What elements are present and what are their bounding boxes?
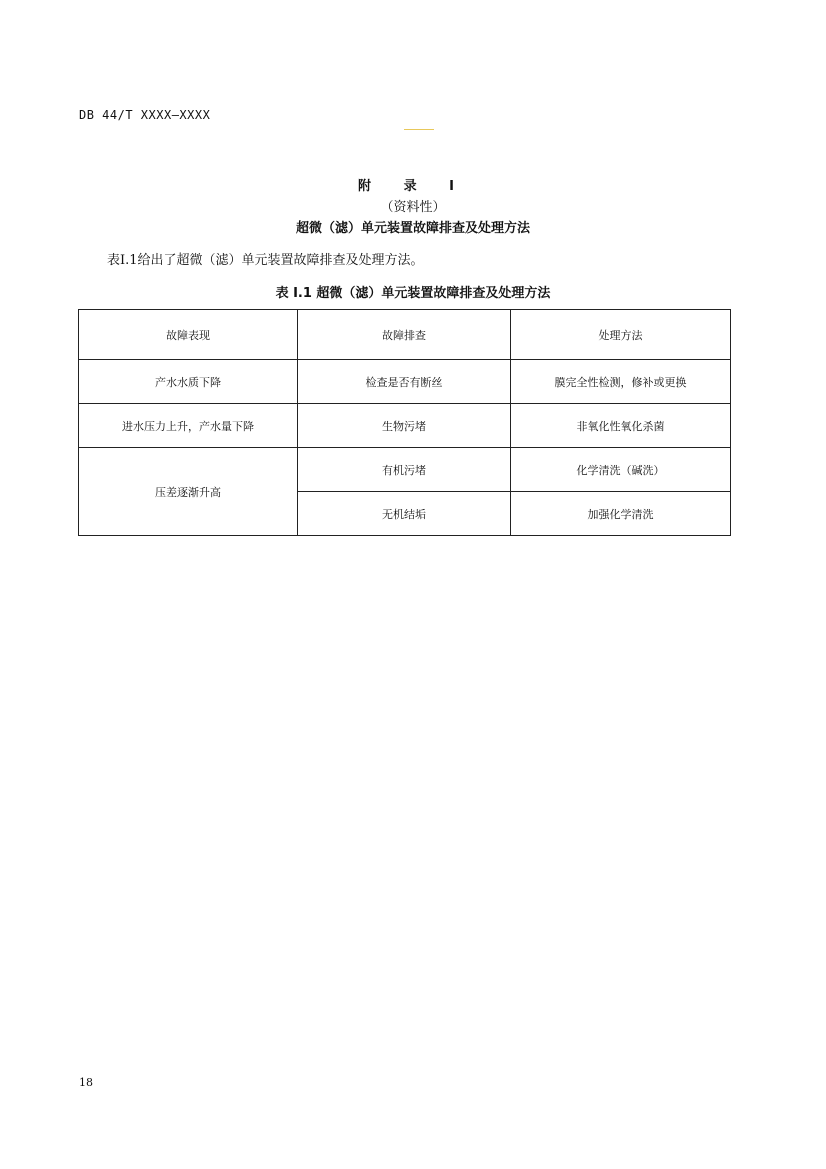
standard-code: DB 44/T XXXX—XXXX bbox=[79, 108, 211, 122]
cell-symptom: 产水水质下降 bbox=[79, 360, 298, 404]
appendix-nature: （资料性） bbox=[380, 200, 446, 215]
table-header-row bbox=[79, 310, 731, 360]
table-row bbox=[79, 448, 731, 492]
appendix-subject: 超微（滤）单元装置故障排查及处理方法 bbox=[295, 221, 530, 236]
table-row bbox=[79, 360, 731, 404]
table-caption: 表 I.1 超微（滤）单元装置故障排查及处理方法 bbox=[275, 286, 551, 301]
header-action: 处理方法 bbox=[511, 310, 731, 360]
table-row bbox=[79, 404, 731, 448]
cell-action: 加强化学清洗 bbox=[511, 492, 731, 536]
header-mark bbox=[404, 129, 434, 130]
header-check: 故障排查 bbox=[298, 310, 511, 360]
appendix-title: 附 录 I bbox=[358, 179, 468, 194]
page-number: 18 bbox=[79, 1076, 93, 1089]
fault-table bbox=[78, 309, 731, 536]
cell-action: 化学清洗（碱洗） bbox=[511, 448, 731, 492]
cell-symptom: 进水压力上升，产水量下降 bbox=[79, 404, 298, 448]
cell-action: 膜完全性检测，修补或更换 bbox=[511, 360, 731, 404]
cell-check: 有机污堵 bbox=[298, 448, 511, 492]
cell-symptom: 压差逐渐升高 bbox=[79, 448, 298, 536]
intro-paragraph: 表I.1给出了超微（滤）单元装置故障排查及处理方法。 bbox=[107, 253, 424, 268]
cell-check: 检查是否有断丝 bbox=[298, 360, 511, 404]
cell-check: 无机结垢 bbox=[298, 492, 511, 536]
cell-check: 生物污堵 bbox=[298, 404, 511, 448]
cell-action: 非氧化性氧化杀菌 bbox=[511, 404, 731, 448]
header-symptom: 故障表现 bbox=[79, 310, 298, 360]
